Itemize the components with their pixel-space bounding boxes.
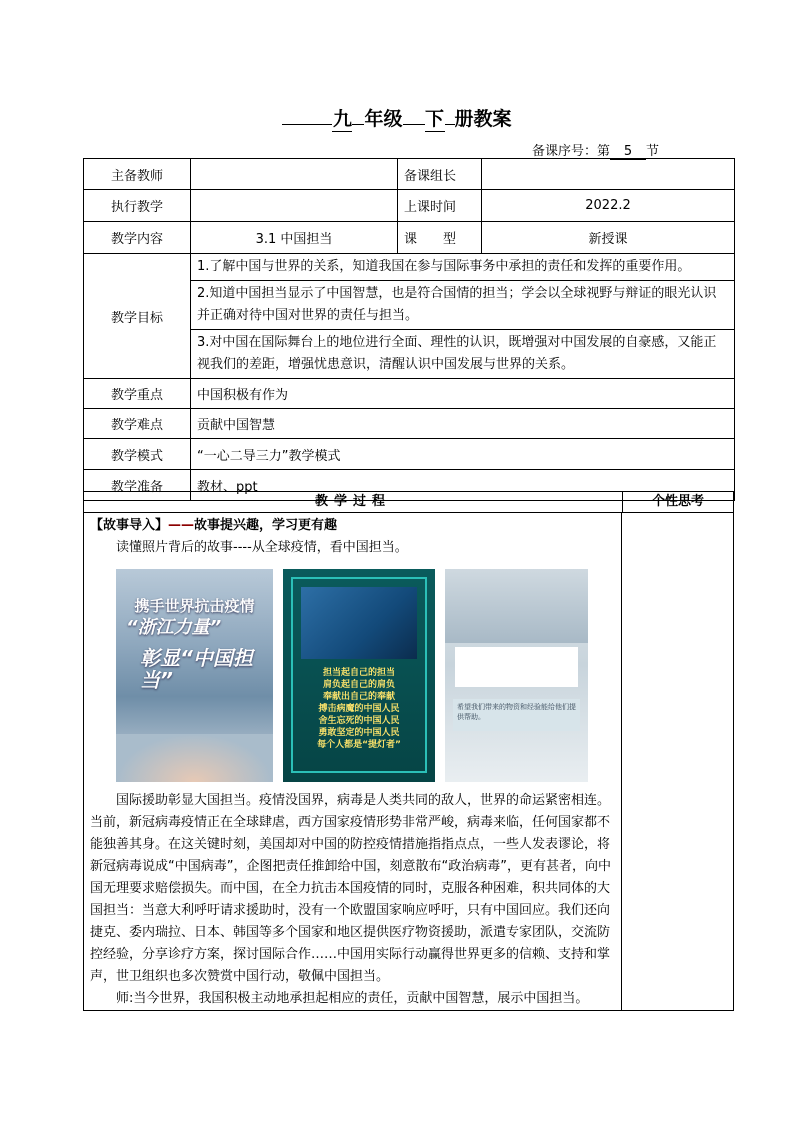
info-card (455, 647, 578, 687)
class-time-value[interactable]: 2022.2 (482, 190, 735, 222)
volume-suffix: 册教案 (454, 108, 512, 130)
hands-graphic (116, 734, 273, 782)
class-time-label: 上课时间 (398, 190, 482, 222)
process-content (84, 513, 622, 1010)
lesson-info-table (83, 158, 735, 501)
main-teacher-value[interactable] (191, 159, 398, 190)
main-teacher-label: 主备教师 (84, 159, 191, 190)
group-leader-label: 备课组长 (398, 159, 482, 190)
story-paragraph: 国际援助彰显大国担当。疫情没国界，病毒是人类共同的敌人，世界的命运紧密相连。当前，新冠病毒疫情正在全球肆虐，西方国家疫情形势非常严峻，病毒来临，任何国家都不能独善其身。在这关键时刻，美国却对中国的防控疫情措施指指点点，一些人发表谬论，将新冠病毒说成“中国病毒”，企图把责任推卸给中国，刻意散布“政治病毒”，更有甚者，向中国无理要求赔偿损失。而中国，在全力抗击本国疫情的同时，克服各种困难，积共同体的大国担当：当意大利呼吁请求援助时，没有一个欧盟国家响应呼吁，只有中国回应。我们还向捷克、委内瑞拉、日本、韩国等多个国家和地区提供医疗物资援助，派遣专家团队，交流防控经验，分享诊疗方案，探讨国际合作……中国用实际行动赢得世界更多的信赖、支持和掌声，世卫组织也多次赞赏中国行动，敬佩中国担当。 (90, 793, 611, 984)
content-value[interactable]: 3.1 中国担当 (191, 222, 398, 254)
grade-suffix: 年级 (364, 108, 403, 130)
poster-lamp-bearer-image: 担当起自己的担当 肩负起自己的肩负 奉献出自己的奉献 搏击病魔的中国人民 舍生忘死的中国人民 勇敢坚定的中国人民 每个人都是“提灯者” (283, 569, 435, 782)
goal-2[interactable]: 2.知道中国担当显示了中国智慧，也是符合国情的担当；学会以全球视野与辩证的眼光认识并正确对待中国对世界的责任与担当。 (191, 281, 735, 330)
story-intro: 读懂照片背后的故事----从全球疫情，看中国担当。 (116, 540, 408, 555)
poster-medical-team-image (445, 569, 588, 782)
quote-box: 希望我们带来的物资和经验能给他们提供帮助。 (453, 699, 580, 731)
medical-team-photo (445, 569, 588, 643)
preparation-value[interactable]: 教材、ppt (191, 470, 735, 501)
surgery-photo (301, 587, 417, 659)
difficulty-label: 教学难点 (84, 409, 191, 439)
key-point-value[interactable]: 中国积极有作为 (191, 379, 735, 409)
teaching-mode-label: 教学模式 (84, 439, 191, 470)
process-heading: 教学过程 (84, 492, 623, 512)
key-point-label: 教学重点 (84, 379, 191, 409)
page-title (0, 104, 794, 132)
content-label: 教学内容 (84, 222, 191, 254)
lesson-type-label: 课 型 (398, 222, 482, 254)
process-header (83, 491, 734, 512)
teacher-remark: 师:当今世界，我国积极主动地承担起相应的责任，贡献中国智慧，展示中国担当。 (116, 991, 589, 1006)
preparation-label: 教学准备 (84, 470, 191, 501)
story-lead: 【故事导入】——故事提兴趣，学习更有趣 (90, 518, 338, 533)
process-body (83, 512, 734, 1011)
reflection-column[interactable] (622, 513, 733, 1010)
exec-teaching-value[interactable] (191, 190, 398, 222)
group-leader-value[interactable] (482, 159, 735, 190)
photo-row (116, 569, 615, 782)
poster-zhejiang-image: 携手世界抗击疫情 “浙江力量” 彰显“中国担当” (116, 569, 273, 782)
difficulty-value[interactable]: 贡献中国智慧 (191, 409, 735, 439)
goals-label: 教学目标 (84, 254, 191, 379)
exec-teaching-label: 执行教学 (84, 190, 191, 222)
grade: 九 (332, 104, 352, 132)
lesson-number: 备课序号：第 5 节 (532, 144, 660, 159)
goal-1[interactable]: 1.了解中国与世界的关系，知道我国在参与国际事务中承担的责任和发挥的重要作用。 (191, 254, 735, 281)
lesson-number-value: 5 (610, 144, 646, 160)
teaching-mode-value[interactable]: “一心二导三力”教学模式 (191, 439, 735, 470)
volume: 下 (425, 104, 445, 132)
goal-3[interactable]: 3.对中国在国际舞台上的地位进行全面、理性的认识，既增强对中国发展的自豪感，又能正视我们的差距，增强忧患意识，清醒认识中国发展与世界的关系。 (191, 330, 735, 379)
reflection-heading: 个性思考 (651, 494, 704, 509)
lesson-type-value[interactable]: 新授课 (482, 222, 735, 254)
